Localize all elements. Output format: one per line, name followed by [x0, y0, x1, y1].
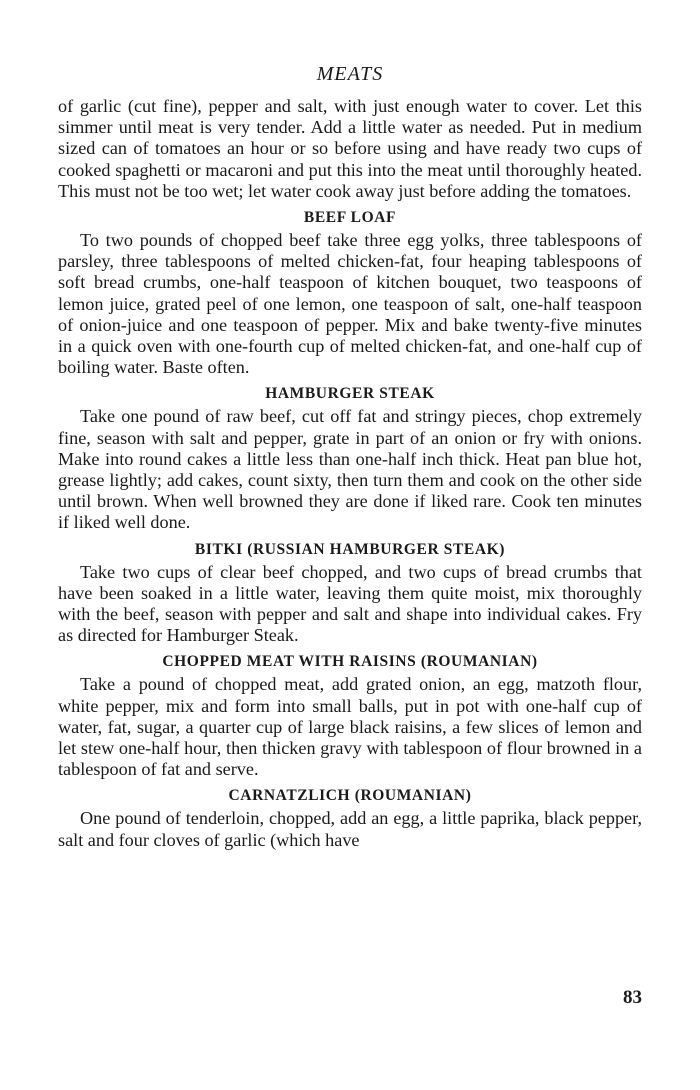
recipe-hamburger-steak — [58, 384, 642, 533]
recipe-heading: BEEF LOAF — [303, 209, 397, 227]
book-page — [58, 62, 642, 851]
recipe-heading: CHOPPED MEAT WITH RAISINS (ROUMANIAN) — [162, 653, 538, 671]
recipe-text: Take two cups of clear beef chopped, and two cups of bread crumbs that have been soaked in a little water, leaving them quite moist, mix thoroughly with the beef, season with pepper and salt and shape into individual cakes. Fry as directed for Hamburger Steak. — [58, 561, 642, 646]
page-number: 83 — [623, 987, 642, 1008]
recipe-text: Take one pound of raw beef, cut off fat and stringy pieces, chop extremely fine, season with salt and pepper, grate in part of an onion or fry with onions. Make into round cakes a little less than one-half inch thick. Heat pan blue hot, grease lightly; add cakes, count sixty, then turn them and cook on the other side until brown. When well browned they are done if liked rare. Cook ten minutes if liked well done. — [58, 406, 642, 533]
recipe-heading: BITKI (RUSSIAN HAMBURGER STEAK) — [194, 540, 506, 558]
recipe-chopped-meat-with-raisins — [58, 652, 642, 780]
recipe-heading: HAMBURGER STEAK — [265, 385, 435, 403]
recipe-text: One pound of tenderloin, chopped, add an egg, a little paprika, black pepper, salt and four cloves of garlic (which have — [58, 808, 642, 850]
recipe-text: To two pounds of chopped beef take three egg yolks, three tablespoons of parsley, three tablespoons of melted chicken-fat, four heaping tablespoons of soft bread crumbs, one-half teaspoon of kitchen bouquet, two teaspoons of lemon juice, grated peel of one lemon, one teaspoon of salt, one-half teaspoon of onion-juice and one teaspoon of pepper. Mix and bake twenty-five minutes in a quick oven with one-fourth cup of melted chicken-fat, and one-half cup of boiling water. Baste often. — [58, 230, 642, 378]
recipe-carnatzlich — [58, 786, 642, 850]
recipe-beef-loaf — [58, 208, 642, 378]
running-head: MEATS — [316, 63, 384, 85]
recipe-heading: CARNATZLICH (ROUMANIAN) — [228, 787, 472, 805]
continued-recipe-paragraph: of garlic (cut fine), pepper and salt, with just enough water to cover. Let this simmer until meat is very tender. Add a little water as needed. Put in medium sized can of tomatoes an hour or so before using and have ready two cups of cooked spaghetti or macaroni and put this into the meat until thoroughly heated. This must not be too wet; let water cook away just before adding the tomatoes. — [58, 96, 642, 201]
recipe-text: Take a pound of chopped meat, add grated onion, an egg, matzoth flour, white pepper, mix and form into small balls, put in pot with one-half cup of water, fat, sugar, a quarter cup of large black raisins, a few slices of lemon and let stew one-half hour, then thicken gravy with tablespoon of flour browned in a tablespoon of fat and serve. — [58, 674, 642, 780]
recipe-bitki — [58, 540, 642, 647]
